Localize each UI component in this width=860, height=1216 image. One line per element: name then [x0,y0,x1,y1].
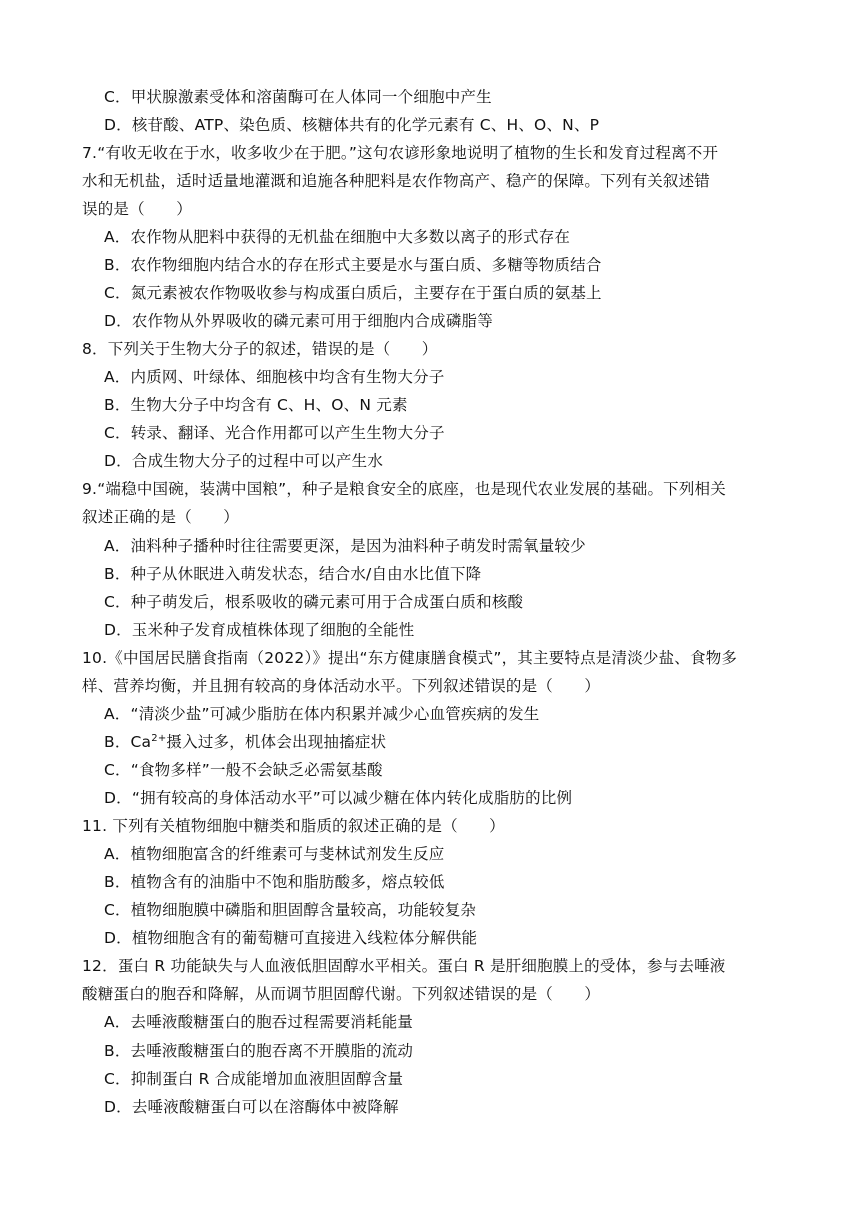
q6-option-d: D．核苷酸、ATP、染色质、核糖体共有的化学元素有 C、H、O、N、P [104,116,600,134]
q9-stem-line-1: 9.“端稳中国碗，装满中国粮”，种子是粮食安全的底座，也是现代农业发展的基础。下列相关 [82,480,726,498]
q10-option-b-superscript: 2+ [151,733,167,744]
q12-stem-line-2: 酸糖蛋白的胞吞和降解，从而调节胆固醇代谢。下列叙述错误的是（ ） [82,985,601,1003]
q10-stem-line-1: 10.《中国居民膳食指南（2022）》提出“东方健康膳食模式”，其主要特点是清淡少盐、食物多 [82,649,738,667]
q7-option-c: C．氮元素被农作物吸收参与构成蛋白质后，主要存在于蛋白质的氨基上 [104,284,602,302]
q10-option-b-prefix: B．Ca [104,733,152,751]
q12-option-b: B．去唾液酸糖蛋白的胞吞离不开膜脂的流动 [104,1042,414,1060]
q8-option-c: C．转录、翻译、光合作用都可以产生生物大分子 [104,424,445,442]
q8-option-a: A．内质网、叶绿体、细胞核中均含有生物大分子 [104,368,445,386]
q12-option-c: C．抑制蛋白 R 合成能增加血液胆固醇含量 [104,1070,404,1088]
q10-stem-line-2: 样、营养均衡，并且拥有较高的身体活动水平。下列叙述错误的是（ ） [82,677,601,695]
q10-option-a: A．“清淡少盐”可减少脂肪在体内积累并减少心血管疾病的发生 [104,705,540,723]
q7-stem-line-1: 7.“有收无收在于水，收多收少在于肥。”这句农谚形象地说明了植物的生长和发育过程离不开 [82,144,719,162]
q11-option-a: A．植物细胞富含的纤维素可与斐林试剂发生反应 [104,845,445,863]
q7-stem-line-3: 误的是（ ） [82,200,192,218]
q11-option-c: C．植物细胞膜中磷脂和胆固醇含量较高，功能较复杂 [104,901,477,919]
q11-option-d: D．植物细胞含有的葡萄糖可直接进入线粒体分解供能 [104,929,478,947]
q12-option-d: D．去唾液酸糖蛋白可以在溶酶体中被降解 [104,1098,399,1116]
q10-option-c: C．“食物多样”一般不会缺乏必需氨基酸 [104,761,383,779]
q7-stem-line-2: 水和无机盐，适时适量地灌溉和追施各种肥料是农作物高产、稳产的保障。下列有关叙述错 [82,172,711,190]
q8-option-b: B．生物大分子中均含有 C、H、O、N 元素 [104,396,408,414]
q9-option-a: A．油料种子播种时往往需要更深，是因为油料种子萌发时需氧量较少 [104,537,586,555]
q6-option-c: C．甲状腺激素受体和溶菌酶可在人体同一个细胞中产生 [104,88,492,106]
q7-option-b: B．农作物细胞内结合水的存在形式主要是水与蛋白质、多糖等物质结合 [104,256,602,274]
q8-option-d: D．合成生物大分子的过程中可以产生水 [104,452,384,470]
q9-option-c: C．种子萌发后，根系吸收的磷元素可用于合成蛋白质和核酸 [104,593,524,611]
q9-stem-line-2: 叙述正确的是（ ） [82,508,240,526]
q10-option-b-suffix: 摄入过多，机体会出现抽搐症状 [166,733,387,751]
q7-option-d: D．农作物从外界吸收的磷元素可用于细胞内合成磷脂等 [104,312,493,330]
q8-stem: 8．下列关于生物大分子的叙述，错误的是（ ） [82,340,438,358]
q11-stem: 11. 下列有关植物细胞中糖类和脂质的叙述正确的是（ ） [82,817,505,835]
q12-stem-line-1: 12．蛋白 R 功能缺失与人血液低胆固醇水平相关。蛋白 R 是肝细胞膜上的受体，参与去唾液 [82,957,726,975]
q10-option-b [104,729,386,755]
q7-option-a: A．农作物从肥料中获得的无机盐在细胞中大多数以离子的形式存在 [104,228,571,246]
q9-option-b: B．种子从休眠进入萌发状态，结合水/自由水比值下降 [104,565,482,583]
q10-option-d: D．“拥有较高的身体活动水平”可以减少糖在体内转化成脂肪的比例 [104,789,573,807]
q9-option-d: D．玉米种子发育成植株体现了细胞的全能性 [104,621,415,639]
q12-option-a: A．去唾液酸糖蛋白的胞吞过程需要消耗能量 [104,1013,414,1031]
q11-option-b: B．植物含有的油脂中不饱和脂肪酸多，熔点较低 [104,873,445,891]
